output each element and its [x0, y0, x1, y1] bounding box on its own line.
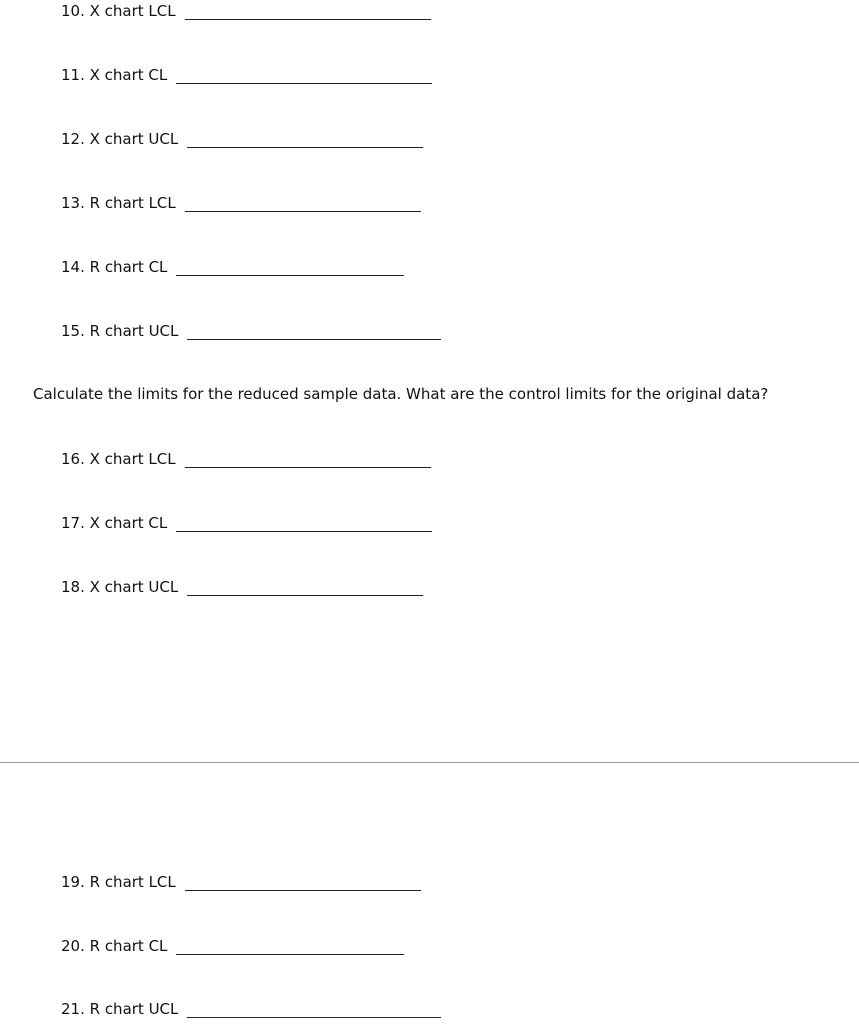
question-10 — [61, 2, 431, 20]
question-label: 14. R chart CL — [61, 258, 168, 276]
question-11 — [61, 66, 432, 84]
question-label: 20. R chart CL — [61, 937, 168, 955]
answer-blank[interactable] — [176, 939, 404, 955]
question-13 — [61, 194, 421, 212]
question-14 — [61, 258, 404, 276]
answer-blank[interactable] — [176, 260, 404, 276]
question-18 — [61, 578, 423, 596]
answer-blank[interactable] — [187, 132, 423, 148]
question-21 — [61, 1000, 441, 1018]
question-label: 11. X chart CL — [61, 66, 168, 84]
question-label: 17. X chart CL — [61, 514, 168, 532]
answer-blank[interactable] — [176, 516, 432, 532]
answer-blank[interactable] — [185, 4, 431, 20]
question-15 — [61, 322, 441, 340]
answer-blank[interactable] — [187, 1002, 441, 1018]
instruction-text: Calculate the limits for the reduced sample data. What are the control limits for the original data? — [33, 385, 769, 403]
answer-blank[interactable] — [176, 68, 432, 84]
answer-blank[interactable] — [185, 875, 421, 891]
question-label: 13. R chart LCL — [61, 194, 176, 212]
question-label: 19. R chart LCL — [61, 873, 176, 891]
answer-blank[interactable] — [187, 324, 441, 340]
answer-blank[interactable] — [185, 452, 431, 468]
question-label: 18. X chart UCL — [61, 578, 179, 596]
question-20 — [61, 937, 404, 955]
page-divider — [0, 762, 859, 763]
answer-blank[interactable] — [185, 196, 421, 212]
question-label: 15. R chart UCL — [61, 322, 179, 340]
question-16 — [61, 450, 431, 468]
question-label: 10. X chart LCL — [61, 2, 176, 20]
question-label: 16. X chart LCL — [61, 450, 176, 468]
question-19 — [61, 873, 421, 891]
question-label: 21. R chart UCL — [61, 1000, 179, 1018]
question-label: 12. X chart UCL — [61, 130, 179, 148]
answer-blank[interactable] — [187, 580, 423, 596]
question-17 — [61, 514, 432, 532]
question-12 — [61, 130, 423, 148]
